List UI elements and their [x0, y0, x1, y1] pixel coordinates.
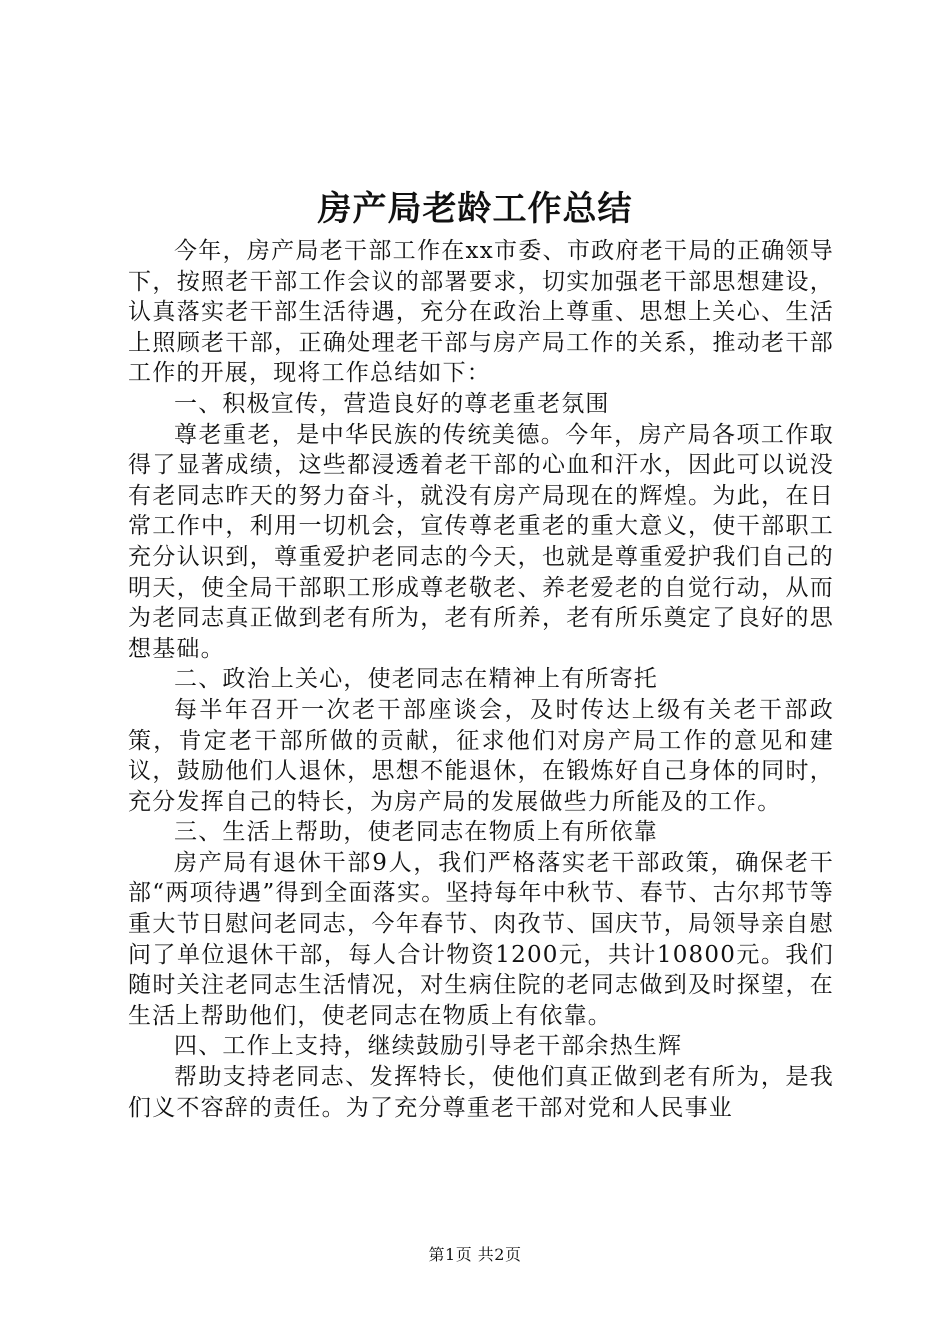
document-body	[128, 236, 834, 1123]
section-heading-4: 四、工作上支持，继续鼓励引导老干部余热生辉	[174, 1033, 683, 1060]
section-2-paragraph: 每半年召开一次老干部座谈会，及时传达上级有关老干部政策，肯定老干部所做的贡献，征求他们对房产局工作的意见和建议，鼓励他们人退休，思想不能退休，在锻炼好自己身体的同时，充分发挥自己的特长，为房产局的发展做些力所能及的工作。	[128, 696, 834, 815]
document-title: 房产局老龄工作总结	[317, 189, 633, 229]
section-1-paragraph: 尊老重老，是中华民族的传统美德。今年，房产局各项工作取得了显著成绩，这些都浸透着老干部的心血和汗水，因此可以说没有老同志昨天的努力奋斗，就没有房产局现在的辉煌。为此，在日常工作中，利用一切机会，宣传尊老重老的重大意义，使干部职工充分认识到，尊重爱护老同志的今天，也就是尊重爱护我们自己的明天，使全局干部职工形成尊老敬老、养老爱老的自觉行动，从而为老同志真正做到老有所为，老有所养，老有所乐奠定了良好的思想基础。	[128, 421, 834, 662]
section-heading-3: 三、生活上帮助，使老同志在物质上有所依靠	[174, 819, 658, 846]
section-heading-2: 二、政治上关心，使老同志在精神上有所寄托	[174, 666, 658, 693]
section-heading-1: 一、积极宣传，营造良好的尊老重老氛围	[174, 390, 610, 417]
section-3-paragraph: 房产局有退休干部9人，我们严格落实老干部政策，确保老干部“两项待遇”得到全面落实。坚持每年中秋节、春节、古尔邦节等重大节日慰问老同志，今年春节、肉孜节、国庆节，局领导亲自慰问了单位退休干部，每人合计物资1200元，共计10800元。我们随时关注老同志生活情况，对生病住院的老同志做到及时探望，在生活上帮助他们，使老同志在物质上有依靠。	[128, 849, 834, 1029]
page-footer: 第1页 共2页	[428, 1245, 522, 1264]
intro-paragraph: 今年，房产局老干部工作在xx市委、市政府老干局的正确领导下，按照老干部工作会议的部署要求，切实加强老干部思想建设，认真落实老干部生活待遇，充分在政治上尊重、思想上关心、生活上照顾老干部，正确处理老干部与房产局工作的关系，推动老干部工作的开展，现将工作总结如下：	[128, 238, 834, 387]
section-4-paragraph: 帮助支持老同志、发挥特长，使他们真正做到老有所为，是我们义不容辞的责任。为了充分尊重老干部对党和人民事业	[128, 1064, 834, 1121]
